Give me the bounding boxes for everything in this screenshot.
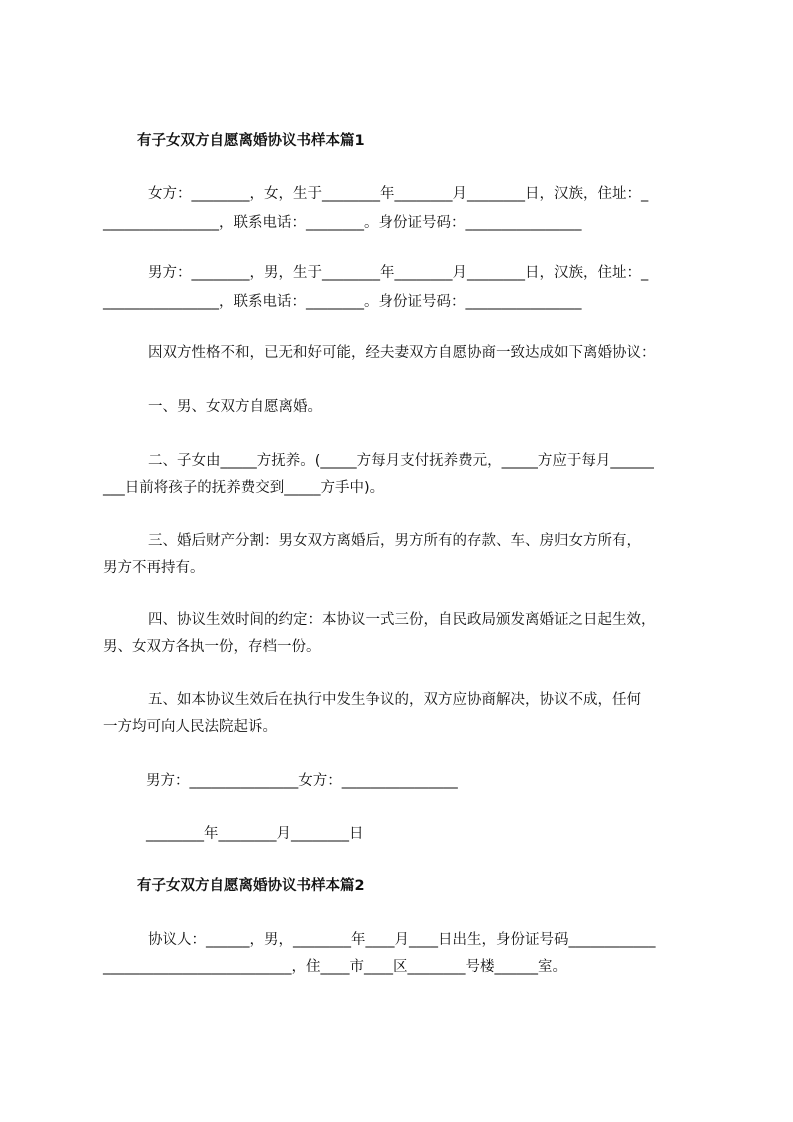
date-line: ________年________月________日	[146, 826, 364, 842]
clause-1: 一、男、女双方自愿离婚。	[148, 399, 322, 415]
husband-info-line1: 男方：________，男，生于________年________月________日，汉族，住址：_	[148, 265, 649, 281]
agreement-intro: 因双方性格不和，已无和好可能，经夫妻双方自愿协商一致达成如下离婚协议：	[148, 345, 656, 361]
clause-4-line2: 男、女双方各执一份，存档一份。	[103, 639, 321, 655]
clause-2-line2: ___日前将孩子的抚养费交到_____方手中)。	[103, 480, 385, 496]
clause-5-line2: 一方均可向人民法院起诉。	[103, 719, 277, 735]
party-info-line2: __________________________，住____市____区________号楼______室。	[103, 959, 567, 975]
section2-title: 有子女双方自愿离婚协议书样本篇2	[137, 878, 365, 894]
signature-line: 男方：_______________女方：________________	[146, 773, 458, 789]
wife-info-line2: ________________，联系电话：________。身份证号码：________________	[103, 215, 582, 231]
clause-3-line2: 男方不再持有。	[103, 560, 205, 576]
section1-title: 有子女双方自愿离婚协议书样本篇1	[137, 133, 365, 149]
husband-info-line2: ________________，联系电话：________。身份证号码：________________	[103, 294, 582, 310]
clause-3-line1: 三、婚后财产分割：男女双方离婚后，男方所有的存款、车、房归女方所有，	[148, 533, 641, 549]
wife-info-line1: 女方：________，女，生于________年________月________日，汉族，住址：_	[148, 186, 649, 202]
party-info-line1: 协议人：______，男，________年____月____日出生，身份证号码____________	[148, 932, 656, 948]
clause-2-line1: 二、子女由_____方抚养。(_____方每月支付抚养费元，_____方应于每月______	[148, 453, 654, 469]
clause-4-line1: 四、协议生效时间的约定：本协议一式三份，自民政局颁发离婚证之日起生效，	[148, 612, 656, 628]
clause-5-line1: 五、如本协议生效后在执行中发生争议的，双方应协商解决，协议不成，任何	[148, 692, 641, 708]
